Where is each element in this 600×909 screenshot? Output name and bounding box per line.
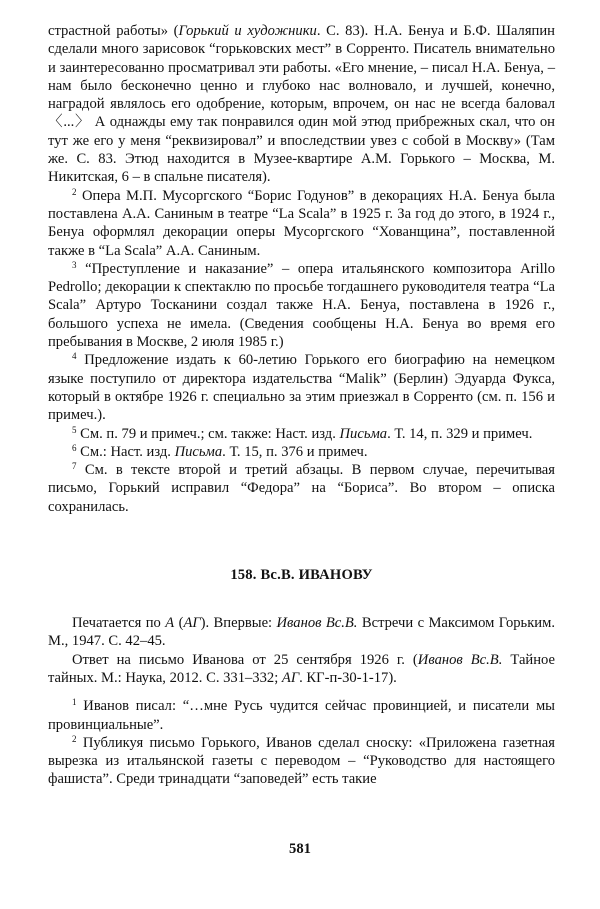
footnote-marker: 7 — [72, 461, 77, 472]
text-run: “Преступление и наказание” – опера итальянского композитора Arillo Pedrollo; декорации к спектаклю по просьбе тогдашнего руководителя театра “La Scala” Артуро Тосканини создал также Н.А. Бенуа, поставлена в 1926 г., большого успеха не имела. (Сведения сообщены Н.А. Бенуа во время его пребывания в Москве, 2 июля 1985 г.) — [48, 260, 555, 351]
footnote-paragraph — [48, 187, 555, 260]
italic-text: Письма — [174, 443, 223, 460]
page-content — [48, 22, 555, 789]
italic-text: АГ — [281, 669, 300, 686]
text-run: ( — [174, 615, 184, 632]
italic-text: Письма — [339, 425, 388, 442]
text-run: . КГ-п-30-1-17). — [299, 669, 397, 686]
text-run: Опера М.П. Мусоргского “Борис Годунов” в декорациях Н.А. Бенуа была поставлена А.А. Саниным в театре “La Scala” в 1925 г. За год до этого, в 1924 г., Бенуа оформлял декорации оперы Мусоргского “Хованщина”, поставленной также в “La Scala” А.А. Саниным. — [48, 187, 555, 259]
footnote-paragraph — [48, 461, 555, 516]
text-run: Предложение издать к 60-летию Горького его биографию на немецком языке поступило от директора издательства “Malik” (Берлин) Эдуарда Фукса, который в октябре 1926 г. специально за этим приезжал в Сорренто (см. п. 156 и примеч.). — [48, 352, 556, 424]
page-number: 581 — [289, 841, 311, 857]
text-run: Встречи с Максимом Горьким. М., 1947. С. 42–45. — [48, 615, 555, 650]
footnote-paragraph — [48, 697, 555, 734]
section-heading: 158. Вс.В. ИВАНОВУ — [230, 567, 373, 584]
text-run: См. в тексте второй и третий абзацы. В первом случае, перечитывая письмо, Горький исправил “Федора” на “Бориса”. Во втором – описка сохранилась. — [48, 462, 555, 515]
text-run: страстной работы» ( — [48, 23, 179, 39]
footnote-marker: 3 — [72, 259, 77, 270]
italic-text: А — [165, 615, 175, 632]
intro-paragraph — [48, 651, 555, 688]
italic-text: Горький и художники — [178, 23, 317, 39]
italic-text: Иванов Вс.В. — [276, 615, 358, 632]
footnote-paragraph — [48, 22, 555, 187]
footnote-paragraph — [48, 734, 555, 789]
notes-block-bottom — [48, 697, 555, 788]
intro-paragraph — [48, 614, 555, 651]
text-run: Печатается по — [72, 615, 166, 632]
italic-text: Иванов Вс.В. — [417, 651, 503, 668]
footnote-marker: 2 — [72, 733, 77, 744]
text-run: ). Впервые: — [200, 615, 277, 632]
text-run: . Т. 14, п. 329 и примеч. — [387, 425, 533, 442]
text-run: Тайное тайных. М.: Наука, 2012. С. 331–332; — [48, 651, 556, 686]
footnote-paragraph — [48, 443, 555, 461]
notes-block-top — [48, 22, 555, 516]
intro-block — [48, 614, 555, 687]
footnote-marker: 2 — [72, 186, 77, 197]
text-run: Иванов писал: “…мне Русь чудится сейчас провинцией, и писатели мы провинциальные”. — [48, 698, 555, 733]
footnote-paragraph — [48, 425, 555, 443]
text-run: Публикуя письмо Горького, Иванов сделал сноску: «Приложена газетная вырезка из итальянской газеты с переводом – “Руководство для настоящего фашиста”. Среди тринадцати “заповедей” есть такие — [48, 734, 555, 788]
text-run: . Т. 15, п. 376 и примеч. — [222, 443, 368, 460]
footnote-marker: 5 — [72, 424, 77, 435]
italic-text: АГ — [183, 615, 201, 632]
text-run: Ответ на письмо Иванова от 25 сентября 1926 г. ( — [72, 651, 418, 668]
block-gap — [48, 687, 555, 697]
footnote-paragraph — [48, 351, 555, 424]
text-run: См.: Наст. изд. — [80, 443, 175, 460]
text-run: См. п. 79 и примеч.; см. также: Наст. изд. — [80, 425, 340, 442]
footnote-paragraph — [48, 260, 555, 351]
footnote-marker: 4 — [72, 351, 77, 362]
text-run: . С. 83). Н.А. Бенуа и Б.Ф. Шаляпин сделали много зарисовок “горьковских мест” в Сорренто. Писатель внимательно и заинтересованно просматривал эти работы. «Его мнение, – писал Н.А. Бенуа, – нам было бесконечно ценно и глубоко нас волновало, и лучшей, конечно, наградой являлось его одобрение, которым, впрочем, он нас не всегда баловал 〈...〉 А однажды ему так понравился один мой этюд прибрежных скал, что он тут же его у меня “реквизировал” и впоследствии увез с собой в Москву» (Там же. С. 83. Этюд находится в Музее-квартире А.М. Горького – Москва, М. Никитская, 6 – в спальне писателя). — [48, 23, 555, 186]
footnote-marker: 6 — [72, 442, 77, 453]
footnote-marker: 1 — [72, 697, 77, 708]
